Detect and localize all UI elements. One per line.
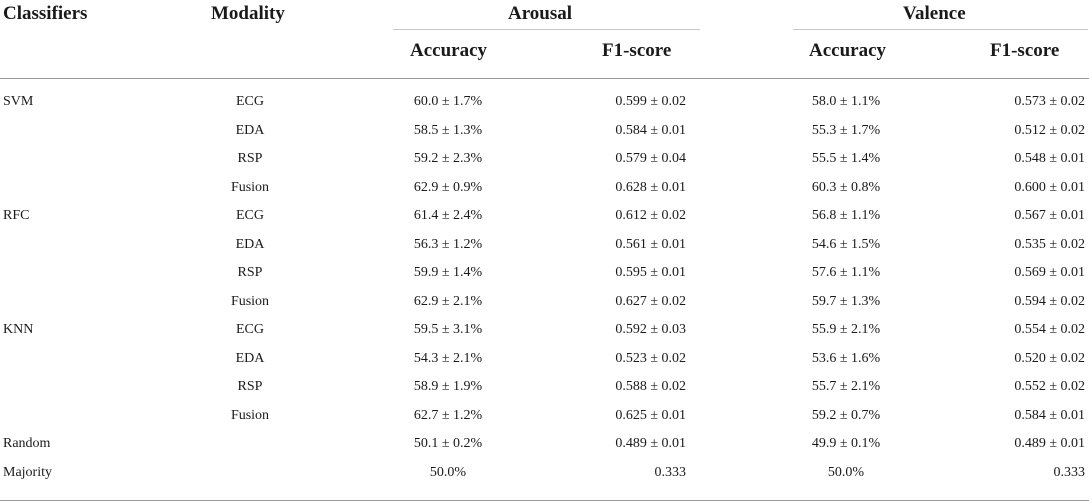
cell-valence-accuracy: 54.6 ± 1.5% — [811, 237, 881, 252]
cell-classifier: SVM — [3, 94, 34, 109]
header-valence: Valence — [903, 3, 966, 24]
cell-valence-f1: 0.594 ± 0.02 — [1014, 294, 1085, 309]
cell-arousal-f1: 0.612 ± 0.02 — [615, 208, 686, 223]
cell-valence-accuracy: 59.2 ± 0.7% — [811, 408, 881, 423]
cell-valence-accuracy: 55.7 ± 2.1% — [811, 379, 881, 394]
cell-modality: EDA — [235, 237, 265, 252]
cell-modality: EDA — [235, 351, 265, 366]
cell-arousal-f1: 0.333 — [654, 465, 686, 480]
cell-valence-accuracy: 55.3 ± 1.7% — [811, 123, 881, 138]
cell-modality: RSP — [237, 379, 263, 394]
header-arousal-accuracy: Accuracy — [410, 40, 488, 61]
cell-modality: RSP — [237, 151, 263, 166]
cell-arousal-accuracy: 50.0% — [429, 465, 467, 480]
cell-modality: Fusion — [230, 294, 270, 309]
cell-valence-f1: 0.600 ± 0.01 — [1014, 180, 1085, 195]
cell-valence-accuracy: 53.6 ± 1.6% — [811, 351, 881, 366]
cell-modality: EDA — [235, 123, 265, 138]
cell-arousal-accuracy: 58.5 ± 1.3% — [413, 123, 483, 138]
cell-valence-accuracy: 57.6 ± 1.1% — [811, 265, 881, 280]
cell-arousal-f1: 0.625 ± 0.01 — [615, 408, 686, 423]
cell-valence-f1: 0.554 ± 0.02 — [1014, 322, 1085, 337]
header-modality: Modality — [211, 3, 285, 24]
cell-arousal-accuracy: 50.1 ± 0.2% — [413, 436, 483, 451]
cell-arousal-f1: 0.489 ± 0.01 — [615, 436, 686, 451]
cell-valence-f1: 0.520 ± 0.02 — [1014, 351, 1085, 366]
cell-valence-f1: 0.584 ± 0.01 — [1014, 408, 1085, 423]
cell-valence-accuracy: 55.9 ± 2.1% — [811, 322, 881, 337]
cell-modality: ECG — [236, 208, 264, 223]
cell-arousal-accuracy: 58.9 ± 1.9% — [413, 379, 483, 394]
header-valence-f1: F1-score — [990, 40, 1060, 61]
cell-valence-accuracy: 56.8 ± 1.1% — [811, 208, 881, 223]
cell-arousal-accuracy: 60.0 ± 1.7% — [413, 94, 483, 109]
cell-valence-f1: 0.567 ± 0.01 — [1014, 208, 1085, 223]
cell-arousal-f1: 0.584 ± 0.01 — [615, 123, 686, 138]
arousal-group-rule — [393, 29, 700, 30]
cell-valence-f1: 0.535 ± 0.02 — [1014, 237, 1085, 252]
cell-modality: ECG — [236, 94, 264, 109]
cell-arousal-accuracy: 61.4 ± 2.4% — [413, 208, 483, 223]
table-bottom-rule — [0, 500, 1089, 501]
cell-valence-f1: 0.569 ± 0.01 — [1014, 265, 1085, 280]
cell-valence-accuracy: 55.5 ± 1.4% — [811, 151, 881, 166]
cell-modality: ECG — [236, 322, 264, 337]
cell-arousal-accuracy: 56.3 ± 1.2% — [413, 237, 483, 252]
cell-classifier: Majority — [3, 465, 52, 480]
cell-valence-f1: 0.548 ± 0.01 — [1014, 151, 1085, 166]
header-valence-accuracy: Accuracy — [809, 40, 887, 61]
cell-arousal-f1: 0.579 ± 0.04 — [615, 151, 686, 166]
cell-valence-f1: 0.512 ± 0.02 — [1014, 123, 1085, 138]
cell-valence-accuracy: 58.0 ± 1.1% — [811, 94, 881, 109]
cell-arousal-f1: 0.523 ± 0.02 — [615, 351, 686, 366]
cell-arousal-f1: 0.595 ± 0.01 — [615, 265, 686, 280]
cell-classifier: KNN — [3, 322, 34, 337]
cell-valence-f1: 0.573 ± 0.02 — [1014, 94, 1085, 109]
cell-arousal-accuracy: 59.5 ± 3.1% — [413, 322, 483, 337]
cell-valence-f1: 0.489 ± 0.01 — [1014, 436, 1085, 451]
cell-valence-accuracy: 50.0% — [827, 465, 865, 480]
cell-arousal-f1: 0.599 ± 0.02 — [615, 94, 686, 109]
cell-arousal-accuracy: 54.3 ± 2.1% — [413, 351, 483, 366]
cell-valence-f1: 0.333 — [1053, 465, 1085, 480]
cell-modality: Fusion — [230, 180, 270, 195]
cell-classifier: RFC — [3, 208, 30, 223]
cell-classifier: Random — [3, 436, 51, 451]
valence-group-rule — [793, 29, 1088, 30]
cell-valence-f1: 0.552 ± 0.02 — [1014, 379, 1085, 394]
cell-arousal-accuracy: 62.7 ± 1.2% — [413, 408, 483, 423]
cell-modality: Fusion — [230, 408, 270, 423]
cell-arousal-f1: 0.561 ± 0.01 — [615, 237, 686, 252]
header-bottom-rule — [0, 78, 1089, 79]
cell-valence-accuracy: 60.3 ± 0.8% — [811, 180, 881, 195]
cell-modality: RSP — [237, 265, 263, 280]
cell-valence-accuracy: 59.7 ± 1.3% — [811, 294, 881, 309]
cell-arousal-f1: 0.588 ± 0.02 — [615, 379, 686, 394]
cell-valence-accuracy: 49.9 ± 0.1% — [811, 436, 881, 451]
cell-arousal-accuracy: 62.9 ± 0.9% — [413, 180, 483, 195]
header-classifiers: Classifiers — [3, 3, 88, 24]
cell-arousal-accuracy: 59.9 ± 1.4% — [413, 265, 483, 280]
cell-arousal-f1: 0.627 ± 0.02 — [615, 294, 686, 309]
header-arousal-f1: F1-score — [602, 40, 672, 61]
cell-arousal-f1: 0.592 ± 0.03 — [615, 322, 686, 337]
header-arousal: Arousal — [508, 3, 573, 24]
cell-arousal-f1: 0.628 ± 0.01 — [615, 180, 686, 195]
cell-arousal-accuracy: 62.9 ± 2.1% — [413, 294, 483, 309]
cell-arousal-accuracy: 59.2 ± 2.3% — [413, 151, 483, 166]
